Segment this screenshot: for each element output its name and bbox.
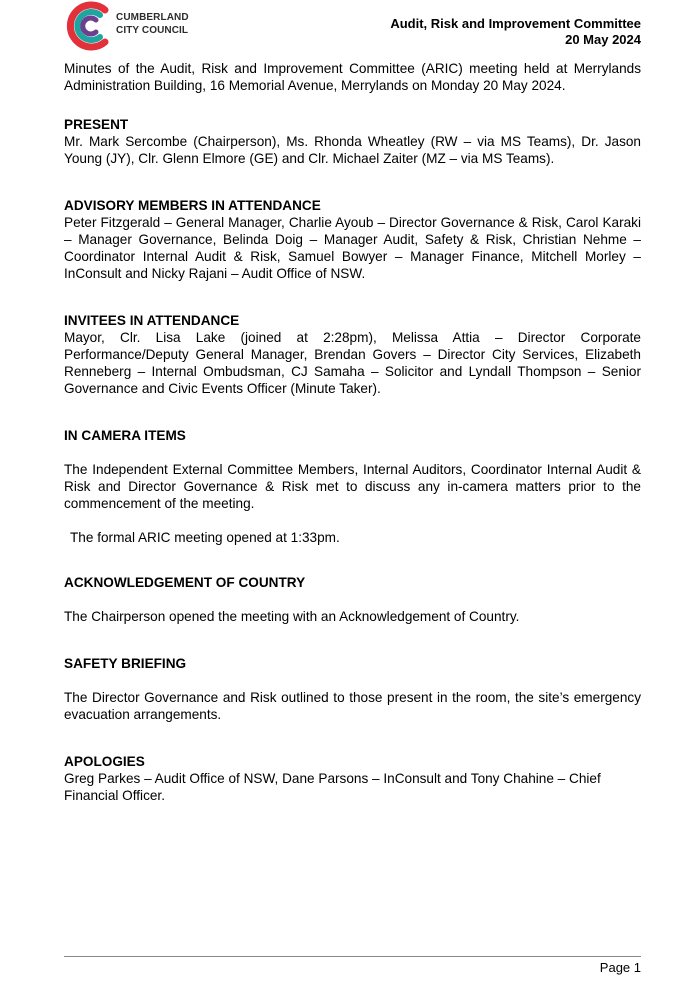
in-camera-text: The Independent External Committee Members, Internal Auditors, Coordinator Internal Audit & Risk and Director Governance & Risk met to discuss any in-camera matters prior to the commencement of the meeting. — [64, 462, 641, 511]
apologies-text: Greg Parkes – Audit Office of NSW, Dane Parsons – InConsult and Tony Chahine – Chief Financial Officer. — [64, 771, 601, 803]
acknowledgement-text: The Chairperson opened the meeting with an Acknowledgement of Country. — [64, 609, 520, 624]
document-header — [390, 16, 641, 48]
meeting-date: 20 May 2024 — [565, 32, 641, 47]
in-camera-heading: IN CAMERA ITEMS — [64, 428, 186, 443]
safety-text: The Director Governance and Risk outlined to those present in the room, the site’s emergency evacuation arrangements. — [64, 690, 641, 722]
invitees-heading: INVITEES IN ATTENDANCE — [64, 313, 240, 328]
advisory-text: Peter Fitzgerald – General Manager, Charlie Ayoub – Director Governance & Risk, Carol Karaki – Manager Governance, Belinda Doig – Manager Audit, Safety & Risk, Christian Nehme – Coordinator Internal Audit & Risk, Samuel Bowyer – Manager Finance, Mitchell Morley – InConsult and Nicky Rajani – Audit Office of NSW. — [64, 215, 641, 281]
invitees-text: Mayor, Clr. Lisa Lake (joined at 2:28pm), Melissa Attia – Director Corporate Performance/Deputy General Manager, Brendan Govers – Director City Services, Elizabeth Renneberg – Internal Ombudsman, CJ Samaha – Solicitor and Lyndall Thompson – Senior Governance and Civic Events Officer (Minute Taker). — [64, 330, 641, 396]
council-logo — [64, 0, 264, 52]
council-name — [116, 11, 189, 37]
minutes-body — [64, 60, 641, 804]
advisory-heading: ADVISORY MEMBERS IN ATTENDANCE — [64, 198, 321, 213]
safety-heading: SAFETY BRIEFING — [64, 656, 187, 671]
acknowledgement-heading: ACKNOWLEDGEMENT OF COUNTRY — [64, 575, 306, 590]
committee-name: Audit, Risk and Improvement Committee — [390, 16, 641, 31]
council-name-line1: CUMBERLAND — [116, 12, 189, 23]
present-text: Mr. Mark Sercombe (Chairperson), Ms. Rhonda Wheatley (RW – via MS Teams), Dr. Jason Young (JY), Clr. Glenn Elmore (GE) and Clr. Michael Zaiter (MZ – via MS Teams). — [64, 134, 641, 166]
footer-divider — [64, 956, 641, 957]
intro-paragraph: Minutes of the Audit, Risk and Improvement Committee (ARIC) meeting held at Merrylands Administration Building, 16 Memorial Avenue, Merrylands on Monday 20 May 2024. — [64, 61, 641, 93]
present-heading: PRESENT — [64, 117, 129, 132]
page-number: Page 1 — [599, 960, 641, 975]
apologies-heading: APOLOGIES — [64, 754, 145, 769]
council-name-line2: CITY COUNCIL — [116, 25, 189, 36]
council-logo-mark — [64, 0, 116, 52]
meeting-opened-text: The formal ARIC meeting opened at 1:33pm. — [70, 530, 340, 545]
